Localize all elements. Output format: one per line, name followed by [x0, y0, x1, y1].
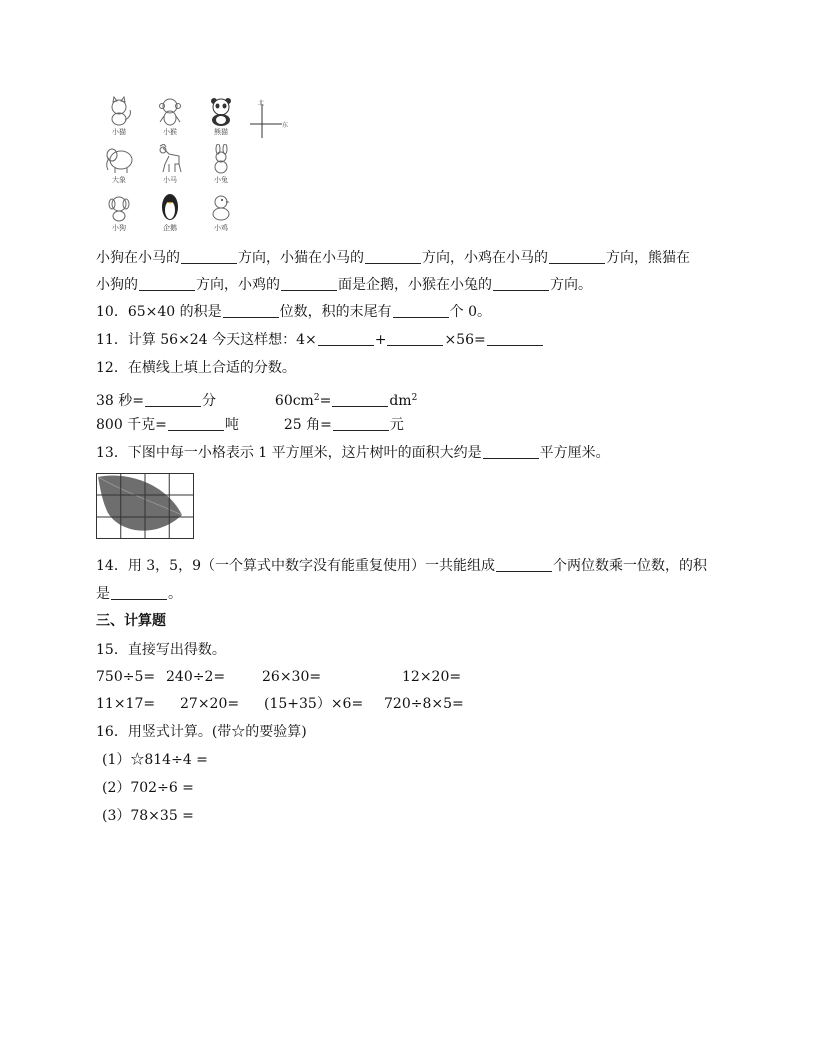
leaf-grid [96, 473, 194, 539]
q16-item-3: (3）78×35 = [102, 808, 194, 824]
leaf-grid-figure [96, 473, 194, 539]
answer-blank[interactable] [365, 249, 421, 264]
answer-blank[interactable] [487, 331, 543, 346]
animal-name: 企鹅 [163, 224, 177, 232]
calc-item: (15+35）×6= [264, 696, 364, 712]
answer-blank[interactable] [223, 303, 279, 318]
compass-east-label: 东 [282, 122, 289, 129]
animal-name: 大象 [112, 176, 126, 184]
animal-rabbit [196, 144, 246, 192]
text: 14．用 3，5，9（一个算式中数字没有能重复使用）一共能组成 [96, 558, 495, 574]
animal-cat [94, 96, 144, 144]
text: ×56= [444, 332, 486, 348]
superscript: 2 [411, 393, 418, 403]
animal-chick [196, 192, 246, 240]
q12-row2 [96, 416, 404, 434]
text: 38 秒= [96, 393, 144, 409]
q9-line1 [96, 249, 690, 267]
animal-name: 小鸡 [214, 224, 228, 232]
animal-panda [196, 96, 246, 144]
animal-penguin [145, 192, 195, 240]
text: 元 [389, 417, 404, 433]
animal-name: 小兔 [214, 176, 228, 184]
calc-item: 720÷8×5= [384, 696, 464, 712]
animal-dog [94, 192, 144, 240]
q15-title: 15．直接写出得数。 [96, 642, 226, 658]
q11 [96, 331, 544, 349]
text: = [319, 393, 332, 409]
answer-blank[interactable] [549, 249, 605, 264]
text: 60cm [274, 393, 314, 409]
q14-line1 [96, 557, 707, 575]
calc-item: 11×17= [96, 696, 156, 712]
animal-name: 小猫 [112, 128, 126, 136]
q14-line2 [96, 585, 182, 603]
rabbit-icon [206, 144, 236, 174]
text: 。 [168, 586, 182, 602]
calc-item: 750÷5= [96, 669, 156, 685]
calc-item: 26×30= [262, 669, 322, 685]
text: 方向，小鸡的 [196, 277, 280, 293]
calc-item: 27×20= [180, 696, 240, 712]
text: 面是企鹅，小猴在小兔的 [338, 277, 492, 293]
text: 个 0。 [449, 304, 491, 320]
text: 小狗的 [96, 277, 138, 293]
text: 平方厘米。 [539, 445, 610, 461]
q16-item-2: (2）702÷6 = [102, 780, 194, 796]
monkey-icon [155, 96, 185, 126]
horse-icon [155, 144, 185, 174]
answer-blank[interactable] [493, 276, 549, 291]
text: 13．下图中每一小格表示 1 平方厘米，这片树叶的面积大约是 [96, 445, 482, 461]
q16-title: 16．用竖式计算。(带☆的要验算) [96, 724, 307, 740]
answer-blank[interactable] [393, 303, 449, 318]
text: + [374, 332, 387, 348]
answer-blank[interactable] [332, 392, 388, 407]
animal-horse [145, 144, 195, 192]
panda-icon [206, 96, 236, 126]
calc-item: 240÷2= [166, 669, 226, 685]
animal-name: 小狗 [112, 224, 126, 232]
answer-blank[interactable] [387, 331, 443, 346]
animal-elephant [94, 144, 144, 192]
text: 11．计算 56×24 今天这样想：4× [96, 332, 317, 348]
answer-blank[interactable] [139, 276, 195, 291]
superscript: 2 [313, 393, 320, 403]
dog-icon [104, 192, 134, 222]
chick-icon [206, 192, 236, 222]
compass-north-label: 北 [258, 100, 265, 107]
answer-blank[interactable] [111, 585, 167, 600]
animal-name: 小猴 [163, 128, 177, 136]
q9-line2 [96, 276, 592, 294]
q12-title: 12．在横线上填上合适的分数。 [96, 360, 296, 376]
text: 方向，熊猫在 [606, 250, 690, 266]
text: 10．65×40 的积是 [96, 304, 222, 320]
q13 [96, 444, 610, 462]
answer-blank[interactable] [281, 276, 337, 291]
cat-icon [104, 96, 134, 126]
text: dm [389, 393, 412, 409]
q12-row1 [96, 389, 417, 410]
text: 个两位数乘一位数，的积 [553, 558, 707, 574]
text: 吨 [224, 417, 239, 433]
answer-blank[interactable] [496, 557, 552, 572]
q16-item-1: (1）☆814÷4 = [102, 752, 208, 768]
answer-blank[interactable] [181, 249, 237, 264]
text: 800 千克= [96, 417, 167, 433]
text: 分 [202, 393, 216, 409]
animal-monkey [145, 96, 195, 144]
calc-item: 12×20= [402, 669, 462, 685]
animal-name: 小马 [163, 176, 177, 184]
animal-name: 熊猫 [214, 128, 228, 136]
q10 [96, 303, 491, 321]
text: 方向。 [550, 277, 592, 293]
penguin-icon [155, 192, 185, 222]
text: 25 角= [283, 417, 332, 433]
text: 小狗在小马的 [96, 250, 180, 266]
text: 是 [96, 586, 110, 602]
text: 方向，小猫在小马的 [238, 250, 364, 266]
answer-blank[interactable] [318, 331, 374, 346]
section-3-title: 三、计算题 [96, 613, 166, 629]
answer-blank[interactable] [333, 416, 389, 431]
answer-blank[interactable] [168, 416, 224, 431]
answer-blank[interactable] [145, 392, 201, 407]
text: 位数，积的末尾有 [279, 304, 392, 320]
answer-blank[interactable] [483, 444, 539, 459]
elephant-icon [103, 144, 135, 174]
compass [248, 100, 288, 140]
text: 方向，小鸡在小马的 [422, 250, 548, 266]
